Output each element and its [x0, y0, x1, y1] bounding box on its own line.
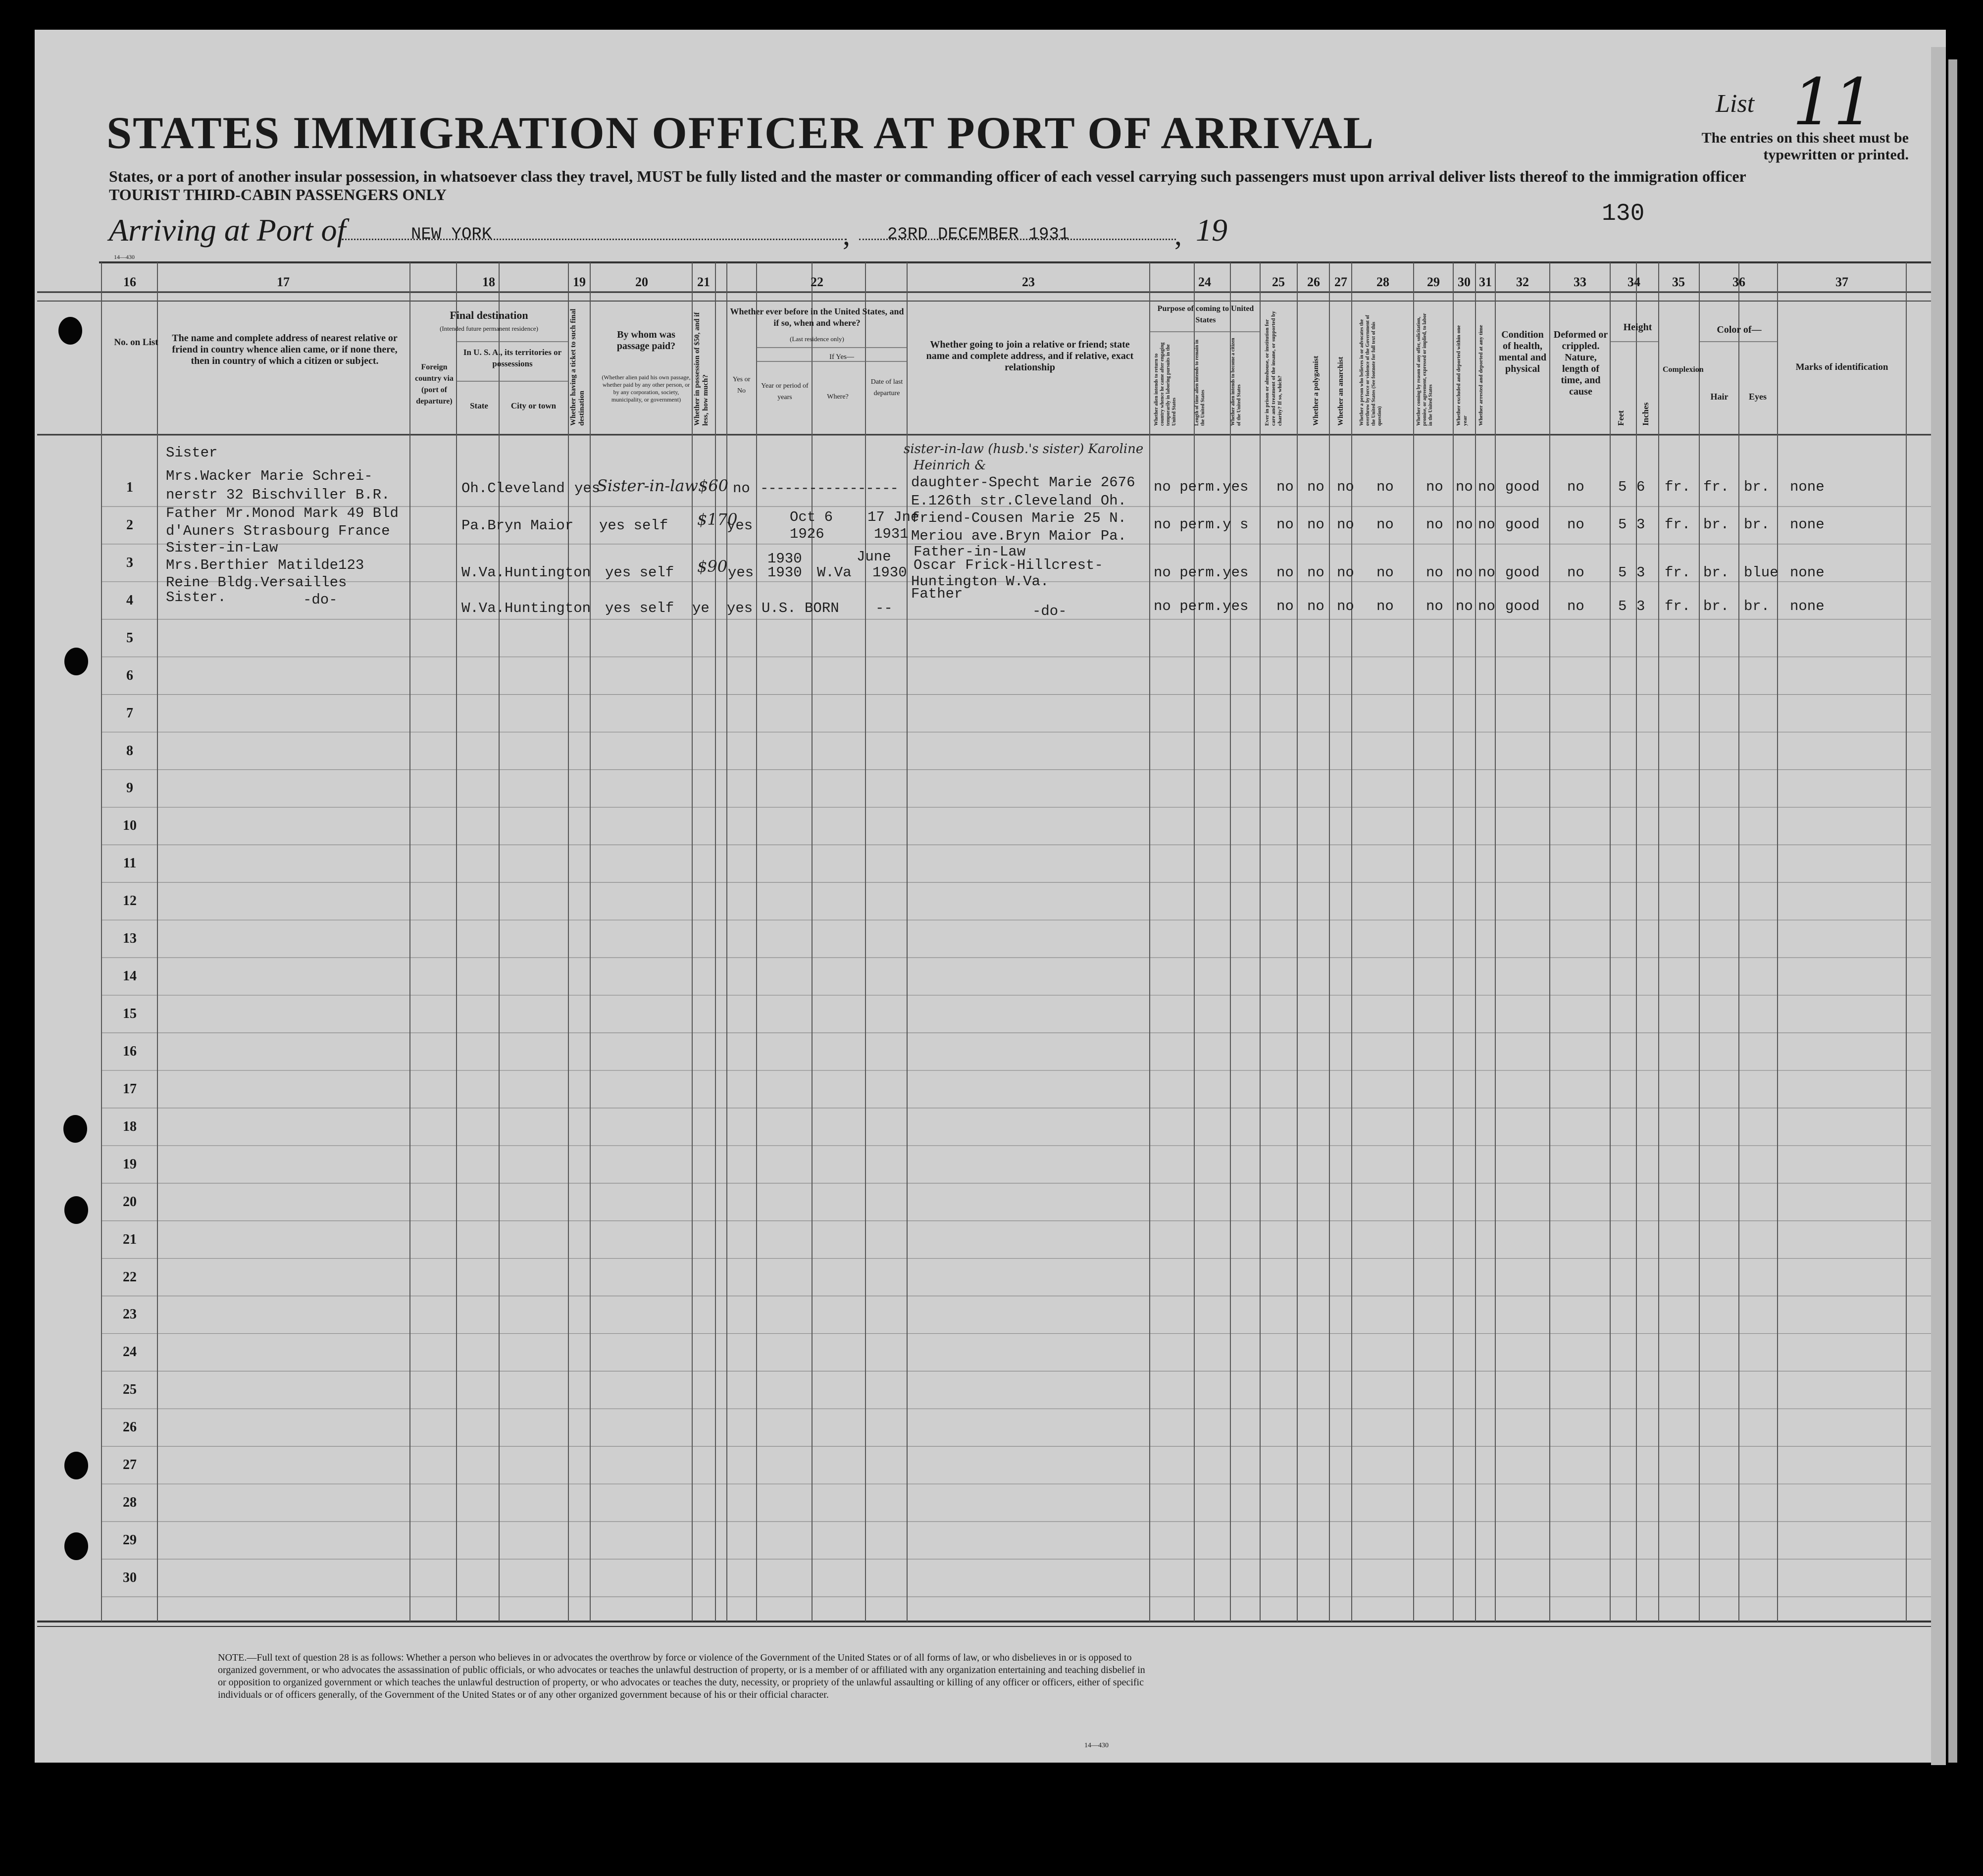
row2-date-line2: 1931	[874, 526, 909, 542]
answer-cell: no	[1307, 564, 1324, 581]
header-purpose-c: Whether alien intends to become a citizen of the United States	[1230, 338, 1242, 426]
header-city: City or town	[510, 401, 557, 410]
page-number: 130	[1602, 201, 1645, 227]
header-eyes: Eyes	[1749, 392, 1767, 402]
row3-money-handwritten: $90	[697, 557, 728, 576]
header-where: Where?	[827, 393, 849, 401]
row1-join-handwritten-2: Heinrich &	[914, 458, 986, 473]
answer-cell: none	[1790, 479, 1825, 495]
answer-cell: no	[1307, 598, 1324, 615]
column-number: 30	[1458, 275, 1471, 289]
row-number: 5	[126, 630, 133, 646]
answer-cell: 3	[1636, 564, 1645, 581]
header-health: Condition of health, mental and physical	[1498, 329, 1547, 374]
column-number: 18	[482, 275, 495, 289]
port-of-arrival: NEW YORK	[411, 225, 492, 244]
answer-cell: fr.	[1665, 479, 1691, 495]
footnote-code: 14—430	[1084, 1742, 1109, 1749]
answer-cell: no	[1307, 479, 1324, 495]
answer-cell: no	[1478, 598, 1495, 615]
row1-relationship: Sister	[166, 445, 218, 461]
answer-cell: no	[1376, 564, 1394, 581]
answer-cell: no	[1567, 564, 1584, 581]
answer-cell: no	[1337, 564, 1354, 581]
column-number: 19	[573, 275, 586, 289]
row2-join-line2: Meriou ave.Bryn Maior Pa.	[911, 528, 1127, 544]
header-if-yes: If Yes—	[829, 353, 854, 361]
row-number: 25	[123, 1382, 137, 1398]
answer-cell: blue	[1744, 564, 1779, 581]
row-number: 29	[123, 1532, 137, 1548]
answer-cell: br.	[1703, 516, 1729, 533]
column-number: 37	[1835, 275, 1848, 289]
answer-cell: br.	[1703, 598, 1729, 615]
row2-year-line1: Oct 6	[790, 509, 833, 525]
header-labor: Whether coming by reason of any offer, solicitation, promise, or agreement, expressed or implied, to labor in the United States	[1416, 313, 1433, 426]
column-number: 17	[277, 275, 290, 289]
answer-cell: no	[1456, 564, 1473, 581]
header-marks: Marks of identification	[1795, 362, 1888, 372]
answer-cell: no	[1337, 516, 1354, 533]
row-number: 28	[123, 1495, 137, 1511]
header-join-relative: Whether going to join a relative or friend; state name and complete address, and if relative, exact relationship	[926, 339, 1134, 373]
answer-cell: fr.	[1665, 564, 1691, 581]
row1-paid-handwritten: Sister-in-law	[597, 476, 698, 495]
row3-ever-before: yes	[728, 564, 754, 581]
row1-dashes: -----------------	[760, 480, 898, 497]
row3-join-line3: Huntington W.Va.	[911, 573, 1049, 590]
row2-join-line1: friend-Cousen Marie 25 N.	[911, 510, 1127, 526]
header-complexion: Complexion	[1663, 365, 1704, 374]
answer-cell: no perm.yes	[1154, 564, 1249, 581]
list-number: 11	[1792, 64, 1875, 140]
answer-cell: no perm.yes	[1154, 598, 1249, 615]
row1-join-line1: daughter-Specht Marie 2676	[911, 474, 1135, 491]
header-hair: Hair	[1710, 392, 1729, 402]
row1-money-handwritten: $60	[698, 476, 729, 495]
row-number: 23	[123, 1307, 137, 1322]
answer-cell: good	[1505, 516, 1540, 533]
answer-cell: 6	[1636, 479, 1645, 495]
row3-where: W.Va	[817, 564, 852, 581]
header-no-on-list: No. on List	[114, 337, 158, 348]
row4-where: U.S. BORN	[762, 600, 839, 616]
header-inches: Inches	[1641, 402, 1650, 426]
column-number: 29	[1427, 275, 1440, 289]
row2-relative-line1: Father Mr.Monod Mark 49 Bld	[166, 505, 399, 521]
header-relative: The name and complete address of nearest relative or friend in country whence alien came, or if none there, then in country of which a citizen or subject.	[172, 333, 398, 366]
list-label: List	[1716, 90, 1755, 118]
row-number: 3	[126, 555, 133, 570]
header-final-destination: Final destination	[450, 309, 528, 321]
row1-relative-line1: Mrs.Wacker Marie Schrei-	[166, 468, 373, 484]
row-number: 8	[126, 743, 133, 759]
row2-ever-before: yes	[727, 517, 753, 534]
row-number: 12	[123, 893, 137, 909]
answer-cell: no	[1276, 564, 1294, 581]
answer-cell: no	[1276, 598, 1294, 615]
header-purpose-a: Whether alien intends to return to country whence he came after engaging temporarily in laboring pursuits in the United States	[1154, 342, 1177, 426]
header-color-of: Color of—	[1717, 324, 1762, 335]
row3-join-line2: Oscar Frick-Hillcrest-	[914, 557, 1103, 573]
answer-cell: no	[1376, 598, 1394, 615]
answer-cell: no perm.y s	[1154, 516, 1249, 533]
row-number: 30	[123, 1570, 137, 1585]
column-number: 21	[697, 275, 710, 289]
form-subtitle: States, or a port of another insular possession, in whatsoever class they travel, MUST be fully listed and the master or commanding officer of each vessel carrying such passengers must upon arrival deliver lists thereof to the immigration officer	[109, 167, 1746, 185]
answer-cell: good	[1505, 479, 1540, 495]
answer-cell: fr.	[1703, 479, 1729, 495]
header-passage-paid: By whom was passage paid?	[616, 329, 676, 352]
column-number: 25	[1272, 275, 1285, 289]
answer-cell: no	[1426, 479, 1443, 495]
answer-cell: none	[1790, 516, 1825, 533]
row4-paid: yes self	[605, 600, 674, 616]
column-number: 31	[1479, 275, 1492, 289]
row-number: 24	[123, 1344, 137, 1360]
answer-cell: 3	[1636, 598, 1645, 615]
row-number: 16	[123, 1043, 137, 1059]
column-number: 23	[1022, 275, 1035, 289]
answer-cell: no	[1456, 479, 1473, 495]
answer-cell: no	[1567, 598, 1584, 615]
header-feet: Feet	[1616, 410, 1626, 426]
row4-ever-before: yes	[727, 600, 753, 616]
column-number: 20	[635, 275, 648, 289]
header-state: State	[470, 401, 488, 410]
answer-cell: no	[1276, 479, 1294, 495]
answer-cell: fr.	[1665, 598, 1691, 615]
header-passage-paid-note: (Whether alien paid his own passage, whether paid by any other person, or by any corporation, society, municipality, or government)	[602, 374, 691, 403]
answer-cell: no	[1337, 479, 1354, 495]
header-anarchist: Whether an anarchist	[1337, 356, 1345, 426]
row4-destination: W.Va.Huntington	[461, 600, 591, 616]
row-number: 1	[126, 480, 133, 495]
answer-cell: good	[1505, 598, 1540, 615]
row-number: 21	[123, 1231, 137, 1247]
row2-relative-line2: d'Auners Strasbourg France	[166, 523, 390, 539]
row3-relative-line2: Reine Bldg.Versailles	[166, 574, 347, 591]
row2-year-line2: 1926	[790, 526, 824, 542]
answer-cell: 3	[1636, 516, 1645, 533]
row4-join-ditto: -do-	[1032, 603, 1067, 619]
answer-cell: no	[1337, 598, 1354, 615]
header-overthrow: Whether a person who believes in or advocates the overthrow by force or violence of the Government of the United States (See footnote for full text of this question)	[1359, 315, 1382, 426]
row1-join-line2: E.126th str.Cleveland Oh.	[911, 493, 1127, 509]
row1-relative-line2: nerstr 32 Bischviller B.R.	[166, 487, 390, 503]
column-number: 24	[1198, 275, 1211, 289]
header-fifty-dollars: Whether in possession of $50, and if less, how much?	[693, 312, 710, 426]
row4-join-line1: Father	[911, 586, 963, 602]
header-foreign-country: Foreign country via (port of departure)	[415, 363, 454, 406]
column-number: 36	[1732, 275, 1745, 289]
column-number: 32	[1516, 275, 1529, 289]
header-arrested: Whether arrested and deported at any time	[1478, 325, 1484, 426]
answer-cell: fr.	[1665, 516, 1691, 533]
column-number: 26	[1307, 275, 1320, 289]
row4-date: --	[875, 600, 893, 616]
row-number: 7	[126, 705, 133, 721]
column-number: 22	[811, 275, 823, 289]
header-yes-no: Yes or No	[732, 376, 751, 395]
answer-cell: good	[1505, 564, 1540, 581]
row-number: 4	[126, 592, 133, 608]
row-number: 18	[123, 1118, 137, 1134]
answer-cell: no	[1376, 516, 1394, 533]
row1-join-handwritten: sister-in-law (husb.'s sister) Karoline	[904, 442, 1144, 456]
row3-year-line1: 1930	[767, 551, 802, 567]
column-number: 33	[1574, 275, 1586, 289]
row2-money-handwritten: $170	[697, 510, 738, 529]
column-number: 28	[1376, 275, 1389, 289]
row-number: 20	[123, 1194, 137, 1210]
row4-relative-ditto: -do-	[303, 592, 338, 608]
year-prefix: 19	[1196, 212, 1227, 248]
header-purpose-b: Length of time alien intends to remain in the United States	[1194, 340, 1206, 426]
row-number: 9	[126, 780, 133, 796]
row1-ticket: yes	[574, 480, 601, 497]
answer-cell: no	[1478, 564, 1495, 581]
row-number: 19	[123, 1156, 137, 1172]
row-number: 10	[123, 818, 137, 834]
row4-relationship: Sister.	[166, 589, 226, 606]
header-in-usa: In U. S. A., its territories or possessions	[463, 348, 562, 368]
column-number: 34	[1627, 275, 1640, 289]
row2-destination: Pa.Bryn Maior	[461, 517, 574, 534]
header-height: Height	[1623, 322, 1652, 333]
arrival-date: 23RD DECEMBER 1931	[887, 225, 1069, 244]
row2-date-line1: 17 Jne	[867, 509, 919, 525]
answer-cell: none	[1790, 564, 1825, 581]
row-number: 6	[126, 667, 133, 683]
row-number: 22	[123, 1269, 137, 1285]
row3-relationship: Sister-in-Law	[166, 540, 278, 556]
row-number: 26	[123, 1420, 137, 1435]
row3-destination: W.Va.Huntington	[461, 564, 591, 581]
answer-cell: no	[1456, 598, 1473, 615]
row1-destination: Oh.Cleveland	[461, 480, 565, 497]
answer-cell: no	[1478, 479, 1495, 495]
answer-cell: no	[1376, 479, 1394, 495]
column-number: 16	[123, 275, 136, 289]
answer-cell: no	[1426, 598, 1443, 615]
header-excluded: Whether excluded and deported within one year	[1456, 325, 1468, 426]
row3-date-line2: 1930	[872, 564, 907, 581]
row3-relative-line1: Mrs.Berthier Matilde123	[166, 557, 364, 573]
header-purpose: Purpose of coming to United States	[1157, 304, 1254, 324]
header-prison: Ever in prison or almshouse, or institution for care and treatment of the insane, or supported by charity? If so, which?	[1264, 311, 1283, 426]
header-date-departure: Date of last departure	[870, 378, 903, 397]
answer-cell: 5	[1618, 598, 1627, 615]
answer-cell: none	[1790, 598, 1825, 615]
row-number: 14	[123, 968, 137, 984]
header-deformed: Deformed or crippled. Nature, length of time, and cause	[1553, 329, 1608, 397]
answer-cell: no	[1567, 479, 1584, 495]
answer-cell: 5	[1618, 564, 1627, 581]
answer-cell: no	[1426, 564, 1443, 581]
row1-ever-before: no	[733, 480, 750, 497]
form-code: 14—430	[114, 254, 135, 260]
comma: ,	[843, 218, 850, 251]
row3-paid: yes self	[605, 564, 674, 581]
row-number: 15	[123, 1006, 137, 1022]
footnote: NOTE.—Full text of question 28 is as follows: Whether a person who believes in or advocates the overthrow by force or violence of the Government of the United States or of all forms of law, or who disbelieves in or is opposed to organized government, or who advocates the assassination of public officials, or who advocates or teaches the unlawful destruction of property, or is a member of or affiliated with any organization entertaining and teaching disbelief in or opposition to organized government or which teaches the unlawful destruction of property, or who advocates or teaches the duty, necessity, or propriety of the unlawful assaulting or killing of any officer or officers, either of specific individuals or of officers generally, of the Government of the United States or of any other organized government because of his or their official character.	[218, 1652, 1145, 1700]
answer-cell: no	[1426, 516, 1443, 533]
header-ticket: Whether having a ticket to such final destination	[569, 308, 586, 426]
answer-cell: 5	[1618, 479, 1627, 495]
typewritten-note: The entries on this sheet must be typewritten or printed.	[1701, 130, 1909, 163]
answer-cell: br.	[1744, 516, 1770, 533]
header-year-period: Year or period of years	[761, 382, 809, 401]
row-number: 17	[123, 1081, 137, 1097]
answer-cell: no perm.yes	[1154, 479, 1249, 495]
header-final-destination-note: (Intended future permanent residence)	[440, 325, 538, 332]
header-last-residence: (Last residence only)	[790, 335, 844, 343]
answer-cell: no	[1276, 516, 1294, 533]
column-number: 27	[1334, 275, 1347, 289]
row3-join-line1: Father-in-Law	[914, 544, 1026, 560]
row-number: 2	[126, 517, 133, 533]
column-number: 35	[1672, 275, 1685, 289]
row4-money: ye	[692, 600, 710, 616]
row-number: 13	[123, 931, 137, 947]
answer-cell: br.	[1744, 598, 1770, 615]
form-title: STATES IMMIGRATION OFFICER AT PORT OF ARRIVAL	[106, 107, 1374, 158]
row-number: 11	[123, 856, 137, 871]
row2-paid: yes self	[599, 517, 668, 534]
row3-date-line1: June	[857, 549, 891, 565]
header-ever-before: Whether ever before in the United States, and if so, when and where?	[730, 306, 904, 328]
answer-cell: br.	[1703, 564, 1729, 581]
answer-cell: br.	[1744, 479, 1770, 495]
arriving-label: Arriving at Port of	[109, 212, 346, 248]
passenger-class: TOURIST THIRD-CABIN PASSENGERS ONLY	[109, 186, 447, 203]
answer-cell: 5	[1618, 516, 1627, 533]
answer-cell: no	[1456, 516, 1473, 533]
answer-cell: no	[1478, 516, 1495, 533]
answer-cell: no	[1567, 516, 1584, 533]
row3-year-line2: 1930	[767, 564, 802, 581]
row-number: 27	[123, 1457, 137, 1473]
header-polygamist: Whether a polygamist	[1312, 355, 1320, 426]
comma: ,	[1174, 218, 1182, 251]
answer-cell: no	[1307, 516, 1324, 533]
